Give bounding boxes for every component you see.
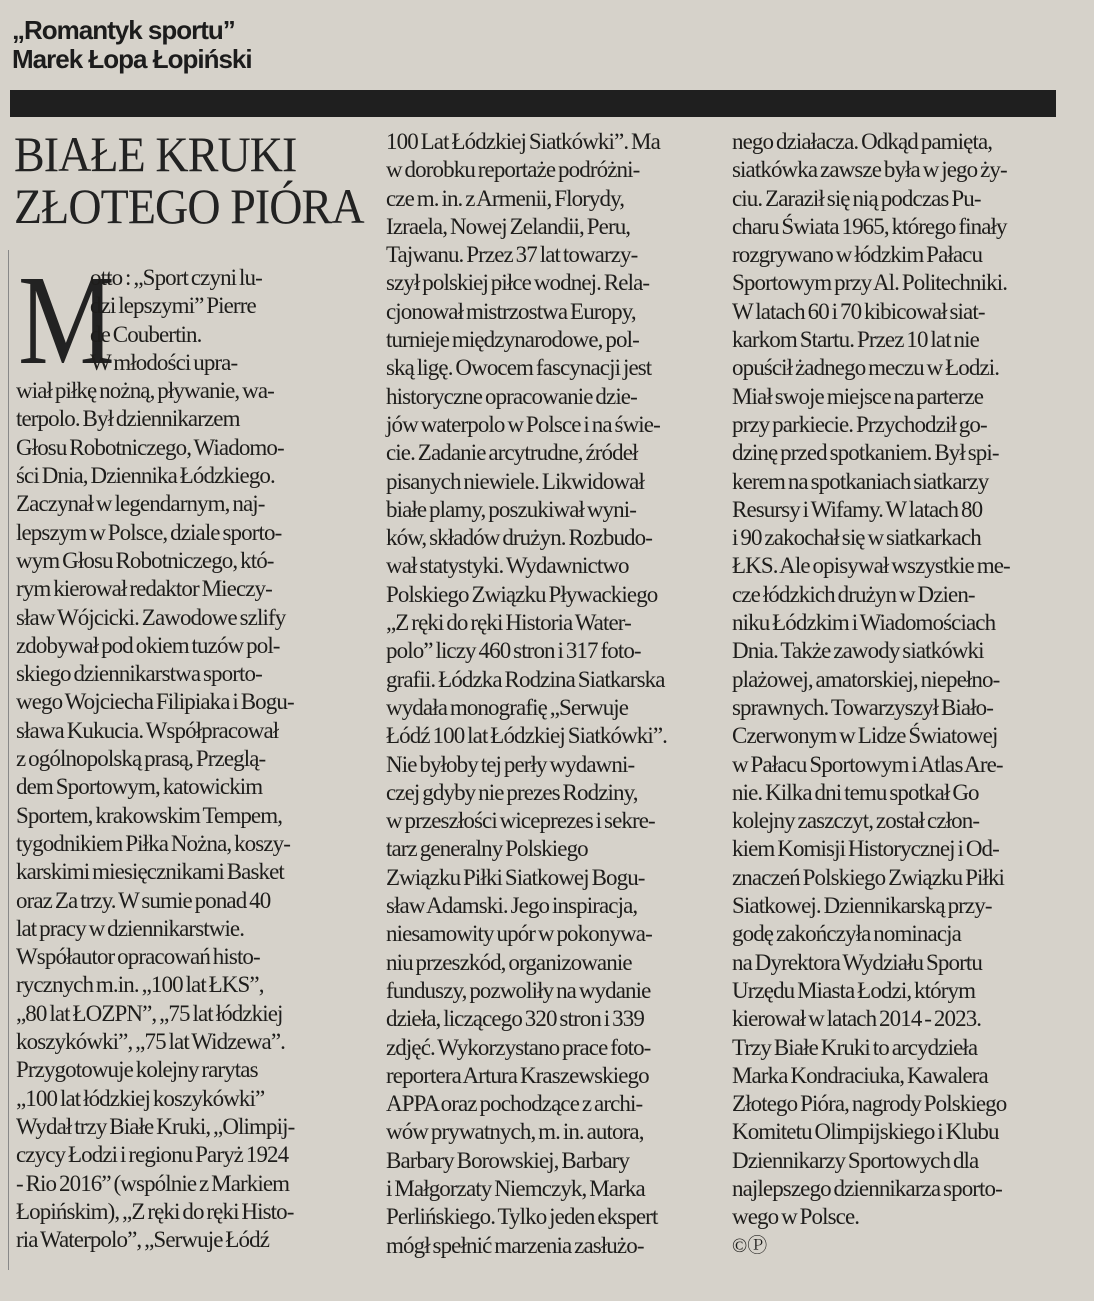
text-line: ków, składów drużyn. Rozbudo-: [386, 525, 653, 551]
headline: [14, 128, 364, 232]
text-line: sław Adamski. Jego inspiracja,: [386, 893, 638, 919]
text-line: rym kierował redaktor Mieczy-: [16, 576, 272, 602]
text-line: Wydał trzy Białe Kruki, „Olimpij-: [16, 1113, 295, 1139]
text-line: Złotego Pióra, nagrody Polskiego: [732, 1091, 1007, 1117]
text-line: terpolo. Był dziennikarzem: [16, 406, 240, 432]
text-line: zdjęć. Wykorzystano prace foto-: [386, 1034, 651, 1060]
text-line: jów waterpolo w Polsce i na świe-: [386, 411, 660, 437]
text-line: wego Wojciecha Filipiaka i Bogu-: [16, 689, 294, 715]
text-line: Trzy Białe Kruki to arcydzieła: [732, 1034, 978, 1060]
text-line: tygodnikiem Piłka Nożna, koszy-: [16, 830, 290, 856]
text-line: Sportowym przy Al. Politechniki.: [732, 270, 1008, 296]
text-line: W młodości upra-: [90, 349, 238, 375]
text-line: ciu. Zaraził się nią podczas Pu-: [732, 185, 981, 211]
text-line: mógł spełnić marzenia zasłużo-: [386, 1232, 644, 1258]
text-line: niku Łódzkim i Wiadomościach: [732, 610, 996, 636]
text-line: sław Wójcicki. Zawodowe szlify: [16, 604, 286, 630]
text-line: niesamowity upór w pokonywa-: [386, 921, 652, 947]
text-line: karskimi miesięcznikami Basket: [16, 859, 284, 885]
text-line: rycznych m.in. „100 lat ŁKS”,: [16, 972, 264, 998]
text-line: Marka Kondraciuka, Kawalera: [732, 1062, 988, 1088]
text-line: otto : „Sport czyni lu-: [90, 265, 262, 290]
text-line: - Rio 2016” (wspólnie z Markiem: [16, 1170, 290, 1196]
text-line: cie. Zadanie arcytrudne, źródeł: [386, 440, 638, 466]
text-line: rozgrywano w łódzkim Pałacu: [732, 242, 983, 268]
text-line: Izraela, Nowej Zelandii, Peru,: [386, 213, 631, 239]
text-line: kolejny zaszczyt, został człon-: [732, 808, 980, 834]
copyright-mark: ©Ⓟ: [732, 1234, 768, 1257]
column-rule: [8, 250, 9, 1270]
kicker-title: „Romantyk sportu”: [12, 15, 235, 45]
text-line: grafii. Łódzka Rodzina Siatkarska: [386, 666, 665, 692]
text-line: na Dyrektora Wydziału Sportu: [732, 949, 982, 975]
text-line: ria Waterpolo”, „Serwuje Łódź: [16, 1227, 270, 1253]
text-line: szył polskiej piłce wodnej. Rela-: [386, 270, 650, 296]
text-line: siatkówka zawsze była w jego ży-: [732, 157, 1007, 183]
text-line: Polskiego Związku Pływackiego: [386, 581, 658, 607]
text-line: „100 lat łódzkiej koszykówki”: [16, 1085, 265, 1111]
drop-cap: M: [18, 249, 115, 391]
article-column-2: [386, 128, 726, 1260]
text-line: oraz Za trzy. W sumie ponad 40: [16, 887, 271, 913]
text-line: sprawnych. Towarzyszył Biało-: [732, 694, 994, 720]
text-line: nie. Kilka dni temu spotkał Go: [732, 779, 979, 805]
text-line: Głosu Robotniczego, Wiadomo-: [16, 434, 284, 460]
text-line: godę zakończyła nominacja: [732, 921, 961, 947]
text-line: pisanych niewiele. Likwidował: [386, 468, 644, 494]
article-column-1: [16, 249, 361, 1254]
text-line: Perlińskiego. Tylko jeden ekspert: [386, 1204, 658, 1230]
text-line: W latach 60 i 70 kibicował siat-: [732, 298, 985, 324]
text-line: czycy Łodzi i regionu Paryż 1924: [16, 1142, 289, 1168]
text-line: charu Świata 1965, którego finały: [732, 213, 1007, 239]
text-line: kiem Komisji Historycznej i Od-: [732, 836, 999, 862]
text-line: znaczeń Polskiego Związku Piłki: [732, 864, 1005, 890]
text-line: 100 Lat Łódzkiej Siatkówki”. Ma: [386, 129, 660, 154]
kicker: [12, 16, 252, 74]
text-line: dzi lepszymi” Pierre: [90, 293, 256, 319]
text-line: polo” liczy 460 stron i 317 foto-: [386, 638, 641, 664]
text-line: reportera Artura Kraszewskiego: [386, 1062, 649, 1088]
text-line: Nie byłoby tej perły wydawni-: [386, 751, 635, 777]
text-line: Urzędu Miasta Łodzi, którym: [732, 977, 976, 1003]
text-line: białe plamy, poszukiwał wyni-: [386, 496, 637, 522]
text-line: Łopińskim), „Z ręki do ręki Histo-: [16, 1198, 294, 1224]
text-line: najlepszego dziennikarza sporto-: [732, 1175, 1002, 1201]
text-line: cze łódzkich drużyn w Dzien-: [732, 581, 975, 607]
text-line: w Pałacu Sportowym i Atlas Are-: [732, 751, 1003, 777]
text-line: Dnia. Także zawody siatkówki: [732, 638, 984, 664]
text-line: funduszy, pozwoliły na wydanie: [386, 977, 651, 1003]
text-line: zdobywał pod okiem tuzów pol-: [16, 632, 280, 658]
text-line: Związku Piłki Siatkowej Bogu-: [386, 864, 645, 890]
text-line: „80 lat ŁOZPN”, „75 lat łódzkiej: [16, 1000, 283, 1026]
text-line: karkom Startu. Przez 10 lat nie: [732, 327, 979, 353]
text-line: i Małgorzaty Niemczyk, Marka: [386, 1175, 645, 1201]
text-line: dem Sportowym, katowickim: [16, 774, 263, 800]
text-line: ŁKS. Ale opisywał wszystkie me-: [732, 553, 1010, 579]
text-line: kierował w latach 2014 - 2023.: [732, 1006, 982, 1032]
text-line: Komitetu Olimpijskiego i Klubu: [732, 1119, 999, 1145]
text-line: Miał swoje miejsce na parterze: [732, 383, 984, 409]
article-column-3: [732, 128, 1072, 1260]
text-line: wiał piłkę nożną, pływanie, wa-: [16, 378, 274, 404]
text-line: sława Kukucia. Współpracował: [16, 717, 279, 743]
text-line: wego w Polsce.: [732, 1204, 860, 1230]
text-line: Barbary Borowskiej, Barbary: [386, 1147, 630, 1173]
text-line: kerem na spotkaniach siatkarzy: [732, 468, 989, 494]
text-line: turnieje międzynarodowe, pol-: [386, 327, 639, 353]
text-line: przy parkiecie. Przychodził go-: [732, 411, 987, 437]
text-line: w dorobku reportaże podróżni-: [386, 157, 640, 183]
text-line: opuścił żadnego meczu w Łodzi.: [732, 355, 1000, 381]
text-line: Dziennikarzy Sportowych dla: [732, 1147, 979, 1173]
text-line: tarz generalny Polskiego: [386, 836, 588, 862]
kicker-author: Marek Łopa Łopiński: [12, 44, 252, 74]
text-line: wym Głosu Robotniczego, któ-: [16, 547, 274, 573]
text-line: wydała monografię „Serwuje: [386, 694, 629, 720]
text-line: plażowej, amatorskiej, niepełno-: [732, 666, 1000, 692]
text-line: de Coubertin.: [90, 321, 202, 347]
black-divider-bar: [10, 90, 1056, 117]
text-line: lepszym w Polsce, dziale sporto-: [16, 519, 282, 545]
text-line: Tajwanu. Przez 37 lat towarzy-: [386, 242, 638, 268]
text-line: „Z ręki do ręki Historia Water-: [386, 610, 631, 636]
text-line: Łódź 100 lat Łódzkiej Siatkówki”.: [386, 723, 668, 749]
text-line: z ogólnopolską prasą, Przeglą-: [16, 746, 266, 772]
text-line: w przeszłości wiceprezes i sekre-: [386, 808, 655, 834]
text-line: lat pracy w dziennikarstwie.: [16, 915, 245, 941]
text-line: cjonował mistrzostwa Europy,: [386, 298, 636, 324]
text-line: czej gdyby nie prezes Rodziny,: [386, 779, 638, 805]
text-line: Przygotowuje kolejny rarytas: [16, 1057, 258, 1083]
text-line: Czerwonym w Lidze Światowej: [732, 723, 998, 749]
text-line: Współautor opracowań histo-: [16, 944, 260, 970]
text-line: i 90 zakochał się w siatkarkach: [732, 525, 981, 551]
text-line: APPA oraz pochodzące z archi-: [386, 1091, 643, 1117]
headline-line-2: ZŁOTEGO PIÓRA: [14, 178, 364, 234]
text-line: dzieła, liczącego 320 stron i 339: [386, 1006, 644, 1032]
text-line: skiego dziennikarstwa sporto-: [16, 661, 262, 687]
text-line: koszykówki”, „75 lat Widzewa”.: [16, 1029, 286, 1055]
text-line: wów prywatnych, m. in. autora,: [386, 1119, 644, 1145]
headline-line-1: BIAŁE KRUKI: [14, 126, 297, 182]
text-line: wał statystyki. Wydawnictwo: [386, 553, 629, 579]
text-line: dzinę przed spotkaniem. Był spi-: [732, 440, 999, 466]
text-line: Zaczynał w legendarnym, naj-: [16, 491, 265, 517]
text-line: cze m. in. z Armenii, Florydy,: [386, 185, 625, 211]
text-line: historyczne opracowanie dzie-: [386, 383, 637, 409]
text-line: Siatkowej. Dziennikarską przy-: [732, 893, 992, 919]
text-line: nego działacza. Odkąd pamięta,: [732, 129, 993, 154]
text-line: Resursy i Wifamy. W latach 80: [732, 496, 983, 522]
text-line: Sportem, krakowskim Tempem,: [16, 802, 283, 828]
text-line: niu przeszkód, organizowanie: [386, 949, 632, 975]
text-line: ści Dnia, Dziennika Łódzkiego.: [16, 463, 275, 489]
text-line: ską ligę. Owocem fascynacji jest: [386, 355, 652, 381]
